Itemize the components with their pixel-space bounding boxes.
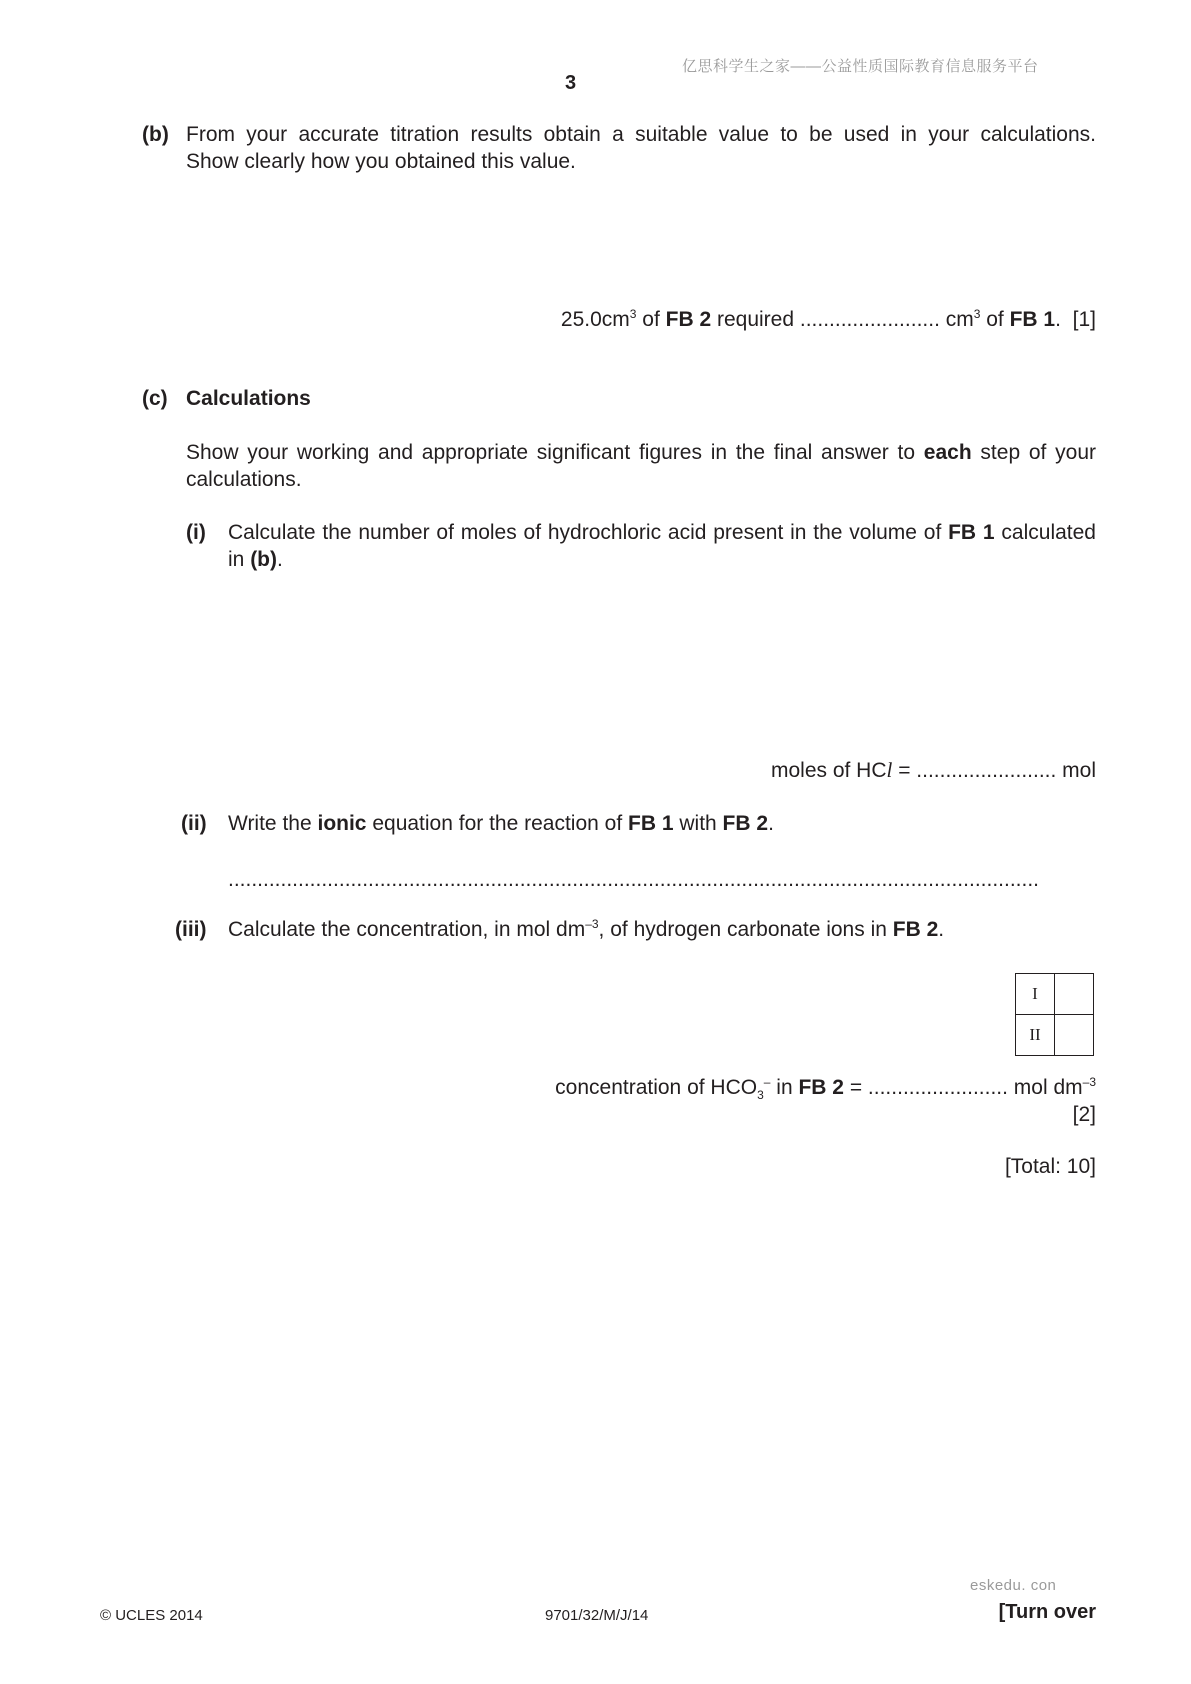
iii-answer-bold: FB 2 <box>798 1076 844 1099</box>
ii-bold-3: FB 2 <box>722 812 769 835</box>
part-b-label: (b) <box>142 123 169 146</box>
mark-box-label-1: I <box>1016 974 1055 1015</box>
total-marks: [Total: 10] <box>1004 1155 1096 1178</box>
part-c-intro-line2: calculations. <box>186 468 302 491</box>
text-required: required <box>711 308 800 331</box>
i-bold: FB 1 <box>948 521 995 544</box>
part-c-label: (c) <box>142 387 168 410</box>
part-c-intro-line1 <box>186 439 1096 466</box>
fb1-ref: FB 1 <box>1009 308 1056 331</box>
i-answer-a: moles of HC <box>770 759 887 782</box>
header-watermark: 亿思科学生之家——公益性质国际教育信息服务平台 <box>682 58 1039 75</box>
iii-bold: FB 2 <box>892 918 939 941</box>
footer-site: eskedu. con <box>970 1577 1057 1594</box>
mark-box-cell-2[interactable] <box>1055 1015 1094 1056</box>
ii-bold-1: ionic <box>317 812 367 835</box>
i-text-b: calculated <box>994 521 1096 544</box>
i-line2-a: in <box>228 548 251 571</box>
iii-text-c: . <box>938 918 945 941</box>
examiner-mark-box <box>1015 973 1094 1056</box>
part-c-i-answer[interactable] <box>771 757 1096 784</box>
mark-box-label-2: II <box>1016 1015 1055 1056</box>
iii-answer-c: = ........................ mol dm <box>844 1076 1083 1099</box>
ii-text-d: . <box>768 812 774 835</box>
ii-text-c: with <box>673 812 723 835</box>
part-c-iii-text <box>228 916 944 943</box>
turn-over: [Turn over <box>998 1601 1096 1623</box>
iii-text-a: Calculate the concentration, in mol dm <box>228 918 586 941</box>
text-period: . <box>1055 308 1061 331</box>
iii-answer-a: concentration of HCO <box>555 1076 758 1099</box>
iii-text-b: , of hydrogen carbonate ions in <box>598 918 893 941</box>
mark-box-cell-1[interactable] <box>1055 974 1094 1015</box>
text-of: of <box>636 308 666 331</box>
part-c-ii-text <box>228 810 774 837</box>
mark-b: [1] <box>1072 308 1096 331</box>
unit-cm-2: cm <box>939 308 974 331</box>
part-b-line1: From your accurate titration results obtain a suitable value to be used in your calculations. <box>186 123 1096 146</box>
part-c-iii-answer[interactable] <box>555 1074 1096 1101</box>
part-c-i-line1 <box>228 519 1096 546</box>
intro-text-a: Show your working and appropriate significant figures in the final answer to <box>186 441 924 464</box>
part-c-ii-label: (ii) <box>181 812 207 835</box>
ii-text-b: equation for the reaction of <box>366 812 629 835</box>
iii-answer-sup: – <box>763 1075 771 1089</box>
volume-value: 25.0 <box>560 308 602 331</box>
intro-text-b: step of your <box>971 441 1096 464</box>
unit-sup-2: 3 <box>973 307 981 321</box>
footer-code: 9701/32/M/J/14 <box>545 1607 649 1624</box>
fb2-ref: FB 2 <box>665 308 712 331</box>
i-line2-bold: (b) <box>250 548 278 571</box>
answer-blank-b[interactable]: ........................ <box>799 308 940 331</box>
part-c-i-label: (i) <box>186 521 206 544</box>
intro-bold: each <box>923 441 972 464</box>
iii-answer-sub: 3 <box>757 1088 764 1103</box>
part-c-iii-label: (iii) <box>175 918 207 941</box>
unit-sup: 3 <box>629 307 637 321</box>
i-text-a: Calculate the number of moles of hydrochloric acid present in the volume of <box>228 521 949 544</box>
part-c-title: Calculations <box>186 387 311 410</box>
iii-sup: –3 <box>585 917 599 931</box>
part-b-line2: Show clearly how you obtained this value. <box>186 150 576 173</box>
text-of-2: of <box>980 308 1010 331</box>
i-line2-b: . <box>277 548 283 571</box>
i-answer-l: l <box>886 758 893 782</box>
unit-cm: cm <box>601 308 630 331</box>
ii-text-a: Write the <box>228 812 318 835</box>
part-b-answer-line <box>561 306 1096 333</box>
mark-iii: [2] <box>1072 1103 1096 1126</box>
page-number: 3 <box>565 72 577 94</box>
iii-answer-sup2: –3 <box>1082 1075 1096 1089</box>
part-c-ii-answer-line[interactable]: ........................................................................................................................................... <box>228 868 1039 891</box>
i-answer-b: = ........................ mol <box>892 759 1096 782</box>
part-c-i-line2 <box>228 546 283 573</box>
ii-bold-2: FB 1 <box>628 812 674 835</box>
footer-copyright: © UCLES 2014 <box>100 1607 203 1624</box>
iii-answer-b: in <box>770 1076 799 1099</box>
